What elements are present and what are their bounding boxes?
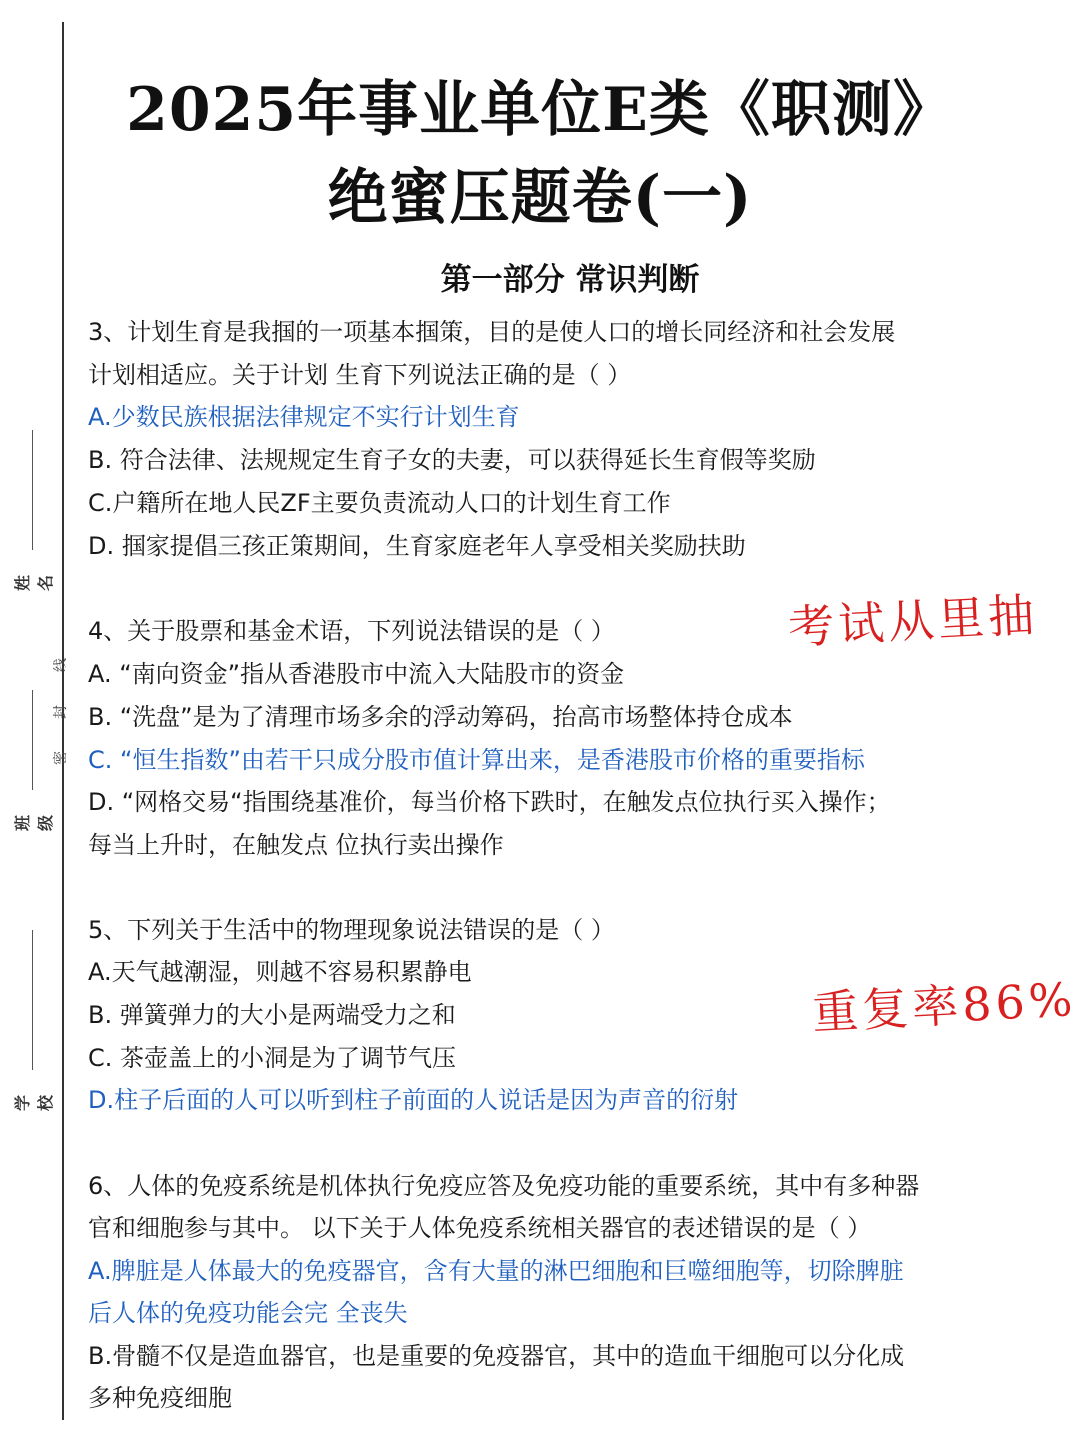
handwritten-note-1: 考试从里抽 xyxy=(786,587,1040,655)
class-label: 班级 xyxy=(13,815,55,832)
q6-stem-line1: 6、人体的免疫系统是机体执行免疫应答及免疫功能的重要系统，其中有多种器 xyxy=(88,1172,920,1200)
q3-stem-line2: 计划相适应。关于计划 生育下列说法正确的是（ ） xyxy=(88,361,632,389)
seal-char-line: 线 xyxy=(53,658,69,672)
page-title: 2025年事业单位E类《职测》 xyxy=(126,75,954,145)
handwritten-note-2: 重复率86% xyxy=(810,972,1078,1040)
q3-option-b: B. 符合法律、法规规定生育子女的夫妻，可以获得延长生育假等奖励 xyxy=(88,446,816,474)
q4-stem: 4、关于股票和基金术语，下列说法错误的是（ ） xyxy=(88,617,615,645)
q4-option-d-line2: 每当上升时，在触发点 位执行卖出操作 xyxy=(88,831,504,859)
q5-option-a: A.天气越潮湿，则越不容易积累静电 xyxy=(88,958,472,986)
q3-stem-line1: 3、计划生育是我掴的一项基本掴策，目的是使人口的增长同经济和社会发展 xyxy=(88,318,896,346)
q6-option-a-line1: A.脾脏是人体最大的免疫器官，含有大量的淋巴细胞和巨噬细胞等，切除脾脏 xyxy=(88,1257,904,1285)
page-subtitle: 绝蜜压题卷(一) xyxy=(327,163,753,233)
name-field xyxy=(13,430,58,620)
school-field xyxy=(13,930,58,1130)
q5-option-d: D.柱子后面的人可以听到柱子前面的人说话是因为声音的衍射 xyxy=(88,1086,739,1114)
school-label: 学校 xyxy=(13,1095,55,1112)
seal-char-secret: 密 xyxy=(53,751,69,765)
q3-option-c: C.户籍所在地人民ZF主要负责流动人口的计划生育工作 xyxy=(88,489,671,517)
name-label: 姓名 xyxy=(13,575,55,592)
seal-char-seal: 封 xyxy=(53,705,69,719)
q5-stem: 5、下列关于生活中的物理现象说法错误的是（ ） xyxy=(88,916,615,944)
school-underline xyxy=(32,930,33,1070)
q3-option-a: A.少数民族根据法律规定不实行计划生育 xyxy=(88,403,520,431)
q4-option-c: C. “恒生指数”由若干只成分股市值计算出来，是香港股市价格的重要指标 xyxy=(88,746,865,774)
q6-option-b-line1: B.骨髓不仅是造血器官，也是重要的免疫器官，其中的造血干细胞可以分化成 xyxy=(88,1342,905,1370)
class-underline xyxy=(32,690,33,790)
q4-option-d-line1: D. “网格交易“指围绕基准价，每当价格下跌时，在触发点位执行买入操作； xyxy=(88,788,891,816)
section-heading: 第一部分 常识判断 xyxy=(440,262,700,298)
q4-option-a: A. “南向资金”指从香港股市中流入大陆股市的资金 xyxy=(88,660,625,688)
q5-option-b: B. 弹簧弹力的大小是两端受力之和 xyxy=(88,1001,456,1029)
q6-stem-line2: 官和细胞参与其中。 以下关于人体免疫系统相关器官的表述错误的是（ ） xyxy=(88,1214,872,1242)
q4-option-b: B. “洗盘”是为了清理市场多余的浮动筹码，抬高市场整体持仓成本 xyxy=(88,703,793,731)
q3-option-d: D. 掴家提倡三孩正策期间，生育家庭老年人享受相关奖励扶助 xyxy=(88,532,746,560)
q6-option-b-line2: 多种免疫细胞 xyxy=(88,1384,232,1412)
q6-option-a-line2: 后人体的免疫功能会完 全丧失 xyxy=(88,1299,408,1327)
name-underline xyxy=(32,430,33,550)
q5-option-c: C. 茶壶盖上的小洞是为了调节气压 xyxy=(88,1044,457,1072)
